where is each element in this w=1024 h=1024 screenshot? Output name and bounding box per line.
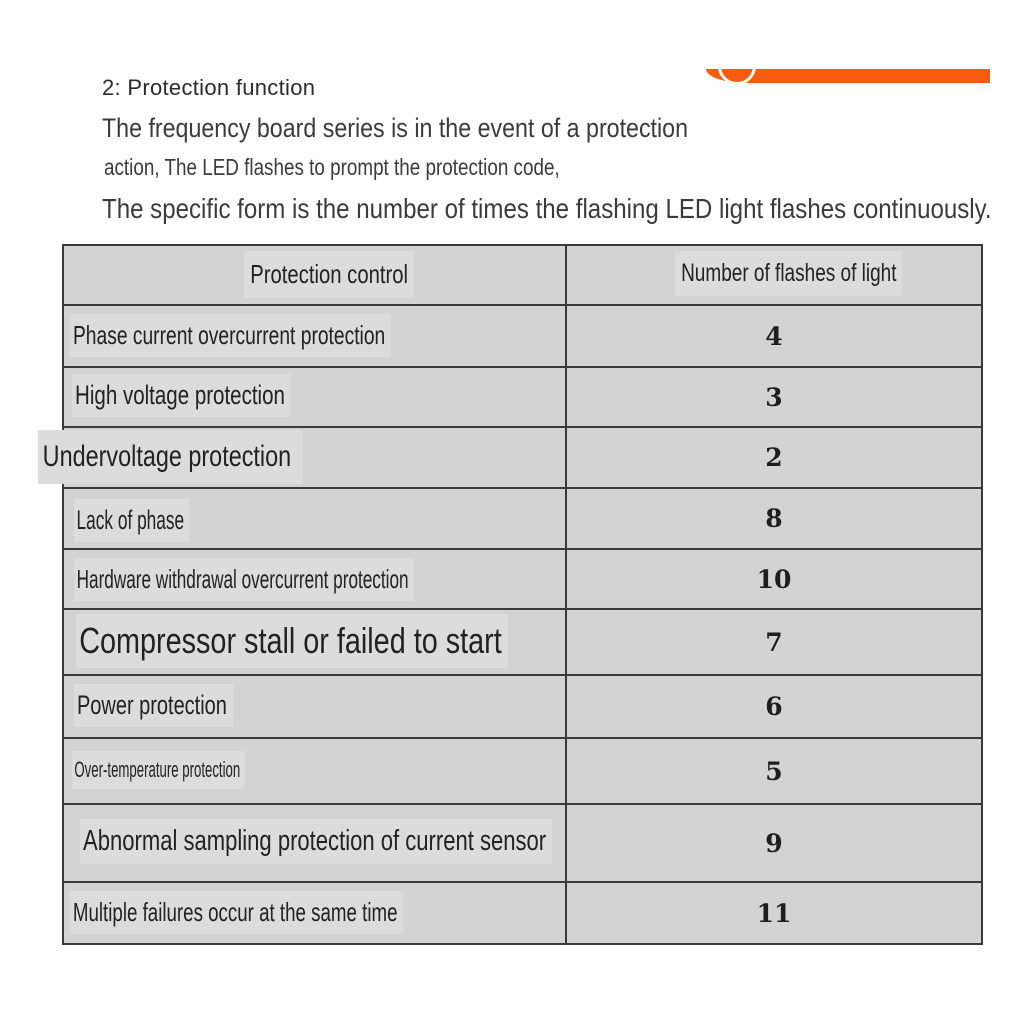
row-label: Undervoltage protection xyxy=(38,430,302,484)
logo-ring-icon xyxy=(718,47,756,85)
section-heading: 2: Protection function xyxy=(102,75,316,100)
row-label: Hardware withdrawal overcurrent protection xyxy=(74,558,414,601)
row-label: Lack of phase xyxy=(74,499,189,542)
table-row xyxy=(64,739,981,805)
row-flash-count: 4 xyxy=(765,321,783,351)
table-row xyxy=(64,306,981,368)
table-row xyxy=(64,368,981,428)
table-row xyxy=(64,676,981,739)
table-row xyxy=(64,883,981,943)
header-number-of-flashes: Number of flashes of light xyxy=(675,251,903,296)
intro-line-2: action, The LED flashes to prompt the protection code, xyxy=(104,154,560,180)
row-label: High voltage protection xyxy=(72,374,291,417)
row-label: Over-temperature protection xyxy=(72,751,245,789)
protection-code-table xyxy=(42,244,983,945)
table-row xyxy=(64,805,981,883)
header-protection-control: Protection control xyxy=(244,251,414,298)
table-header-row xyxy=(64,246,981,306)
row-flash-count: 6 xyxy=(765,692,783,721)
row-label: Compressor stall or failed to start xyxy=(76,614,508,668)
row-flash-count: 7 xyxy=(765,627,783,657)
row-label: Multiple failures occur at the same time xyxy=(70,891,403,934)
table-row xyxy=(64,550,981,610)
row-flash-count: 10 xyxy=(756,564,792,594)
table-row xyxy=(64,489,981,550)
row-flash-count: 3 xyxy=(765,382,783,412)
row-flash-count: 2 xyxy=(765,443,783,472)
row-label: Abnormal sampling protection of current sensor xyxy=(80,819,552,864)
intro-line-1: The frequency board series is in the event of a protection xyxy=(102,113,689,143)
row-label: Phase current overcurrent protection xyxy=(70,314,391,357)
orange-accent-bar xyxy=(706,69,990,83)
intro-line-3: The specific form is the number of times the flashing LED light flashes continuously. xyxy=(102,193,992,224)
row-flash-count: 5 xyxy=(765,756,783,786)
table-row xyxy=(42,428,981,489)
table-row xyxy=(64,610,981,676)
row-flash-count: 8 xyxy=(765,504,783,533)
row-label: Power protection xyxy=(74,684,233,727)
row-flash-count: 9 xyxy=(765,828,783,858)
row-flash-count: 11 xyxy=(756,898,792,928)
